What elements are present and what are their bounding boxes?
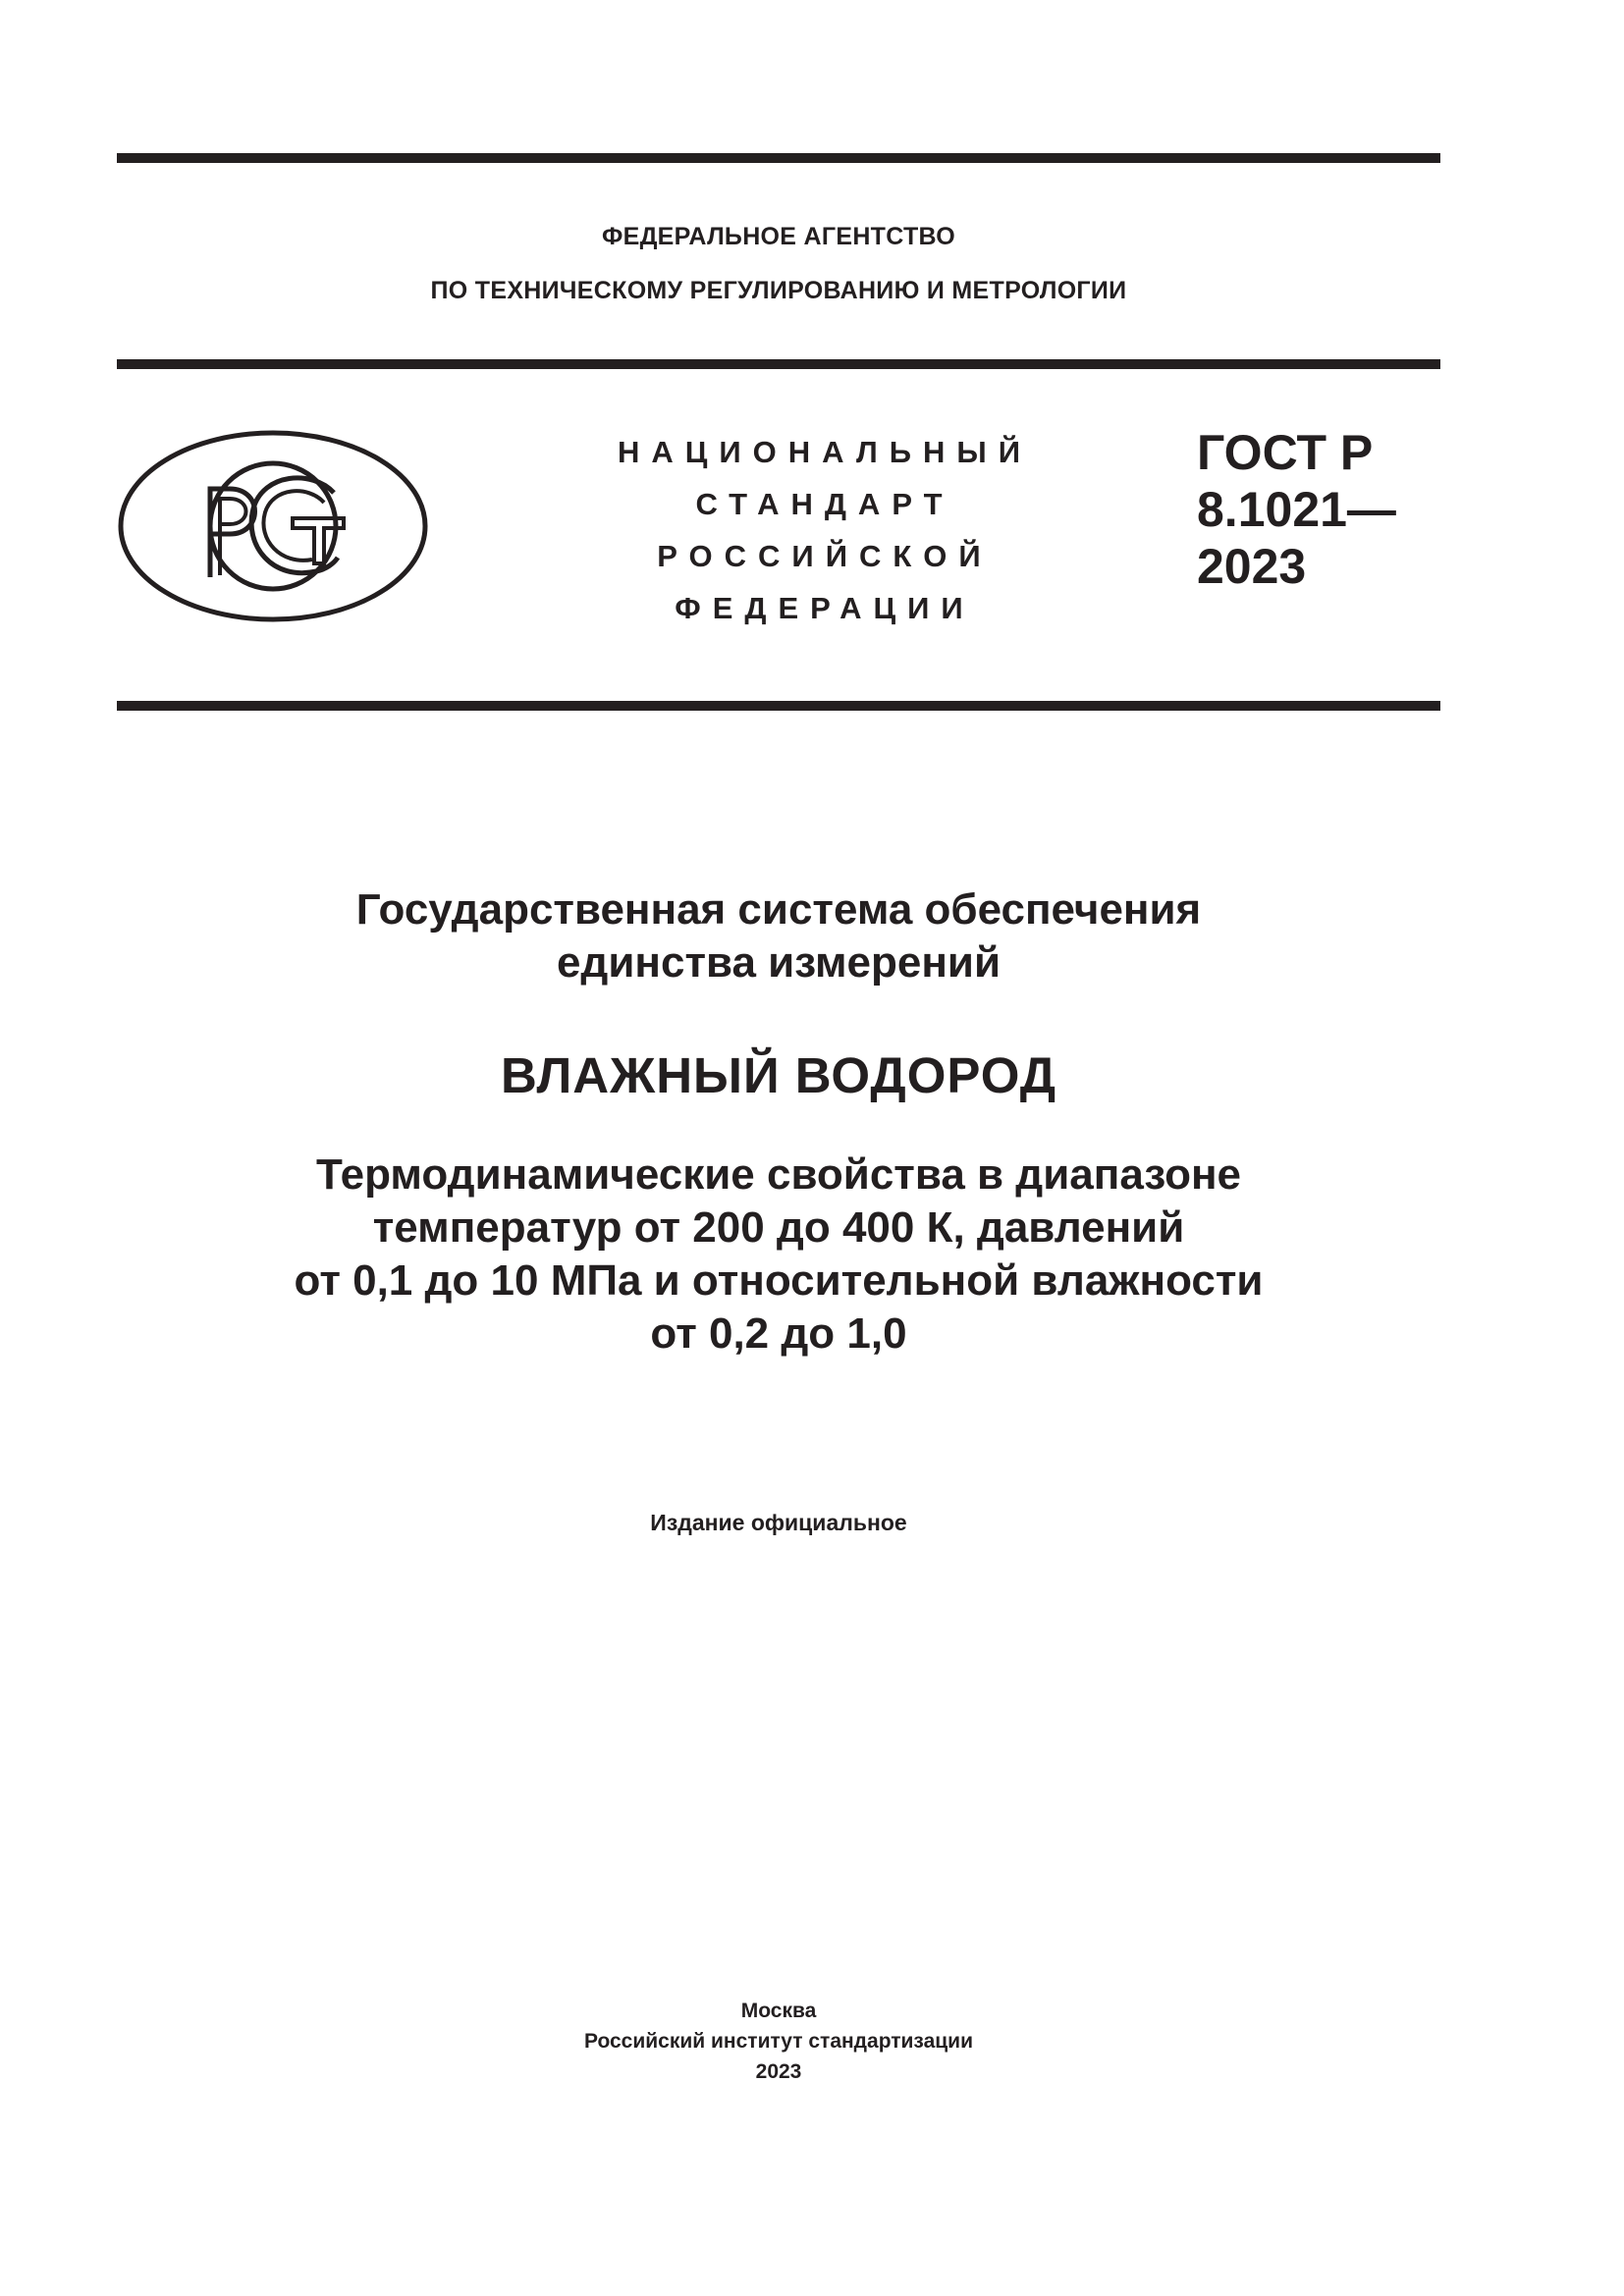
imprint-year: 2023 [755, 2060, 802, 2083]
imprint [117, 1996, 1440, 2087]
standard-type-line4: ФЕДЕРАЦИИ [675, 591, 975, 625]
subtitle-line4: от 0,2 до 1,0 [650, 1309, 907, 1358]
header-rule [117, 359, 1440, 369]
masthead-bottom-rule [117, 701, 1440, 711]
designation-line1: ГОСТ Р [1197, 425, 1374, 480]
subtitle-line1: Термодинамические свойства в диапазоне [315, 1150, 1242, 1199]
standard-type-line1: НАЦИОНАЛЬНЫЙ [617, 435, 1033, 469]
designation-line2: 8.1021— [1197, 482, 1396, 537]
edition-note: Издание официальное [650, 1510, 907, 1535]
imprint-city: Москва [740, 2000, 817, 2022]
standard-type [579, 426, 1070, 634]
series-title-line1: Государственная система обеспечения [355, 885, 1202, 934]
series-title-line2: единства измерений [556, 938, 1001, 987]
standard-type-line2: СТАНДАРТ [695, 487, 954, 521]
standard-designation [1197, 424, 1396, 595]
document-subtitle [117, 1148, 1440, 1361]
subtitle-line3: от 0,1 до 10 МПа и относительной влажности [294, 1256, 1264, 1305]
designation-line3: 2023 [1197, 539, 1307, 594]
agency-name-line1: ФЕДЕРАЛЬНОЕ АГЕНТСТВО [601, 223, 956, 250]
subtitle-line2: температур от 200 до 400 К, давлений [372, 1203, 1185, 1252]
series-title [117, 883, 1440, 989]
rst-certification-mark-icon [116, 428, 430, 624]
top-rule [117, 153, 1440, 163]
imprint-publisher: Российский институт стандартизации [583, 2030, 974, 2053]
agency-name-line2: ПО ТЕХНИЧЕСКОМУ РЕГУЛИРОВАНИЮ И МЕТРОЛОГИИ [430, 277, 1127, 304]
standard-type-line3: РОССИЙСКОЙ [657, 539, 993, 573]
document-title: ВЛАЖНЫЙ ВОДОРОД [500, 1047, 1057, 1103]
